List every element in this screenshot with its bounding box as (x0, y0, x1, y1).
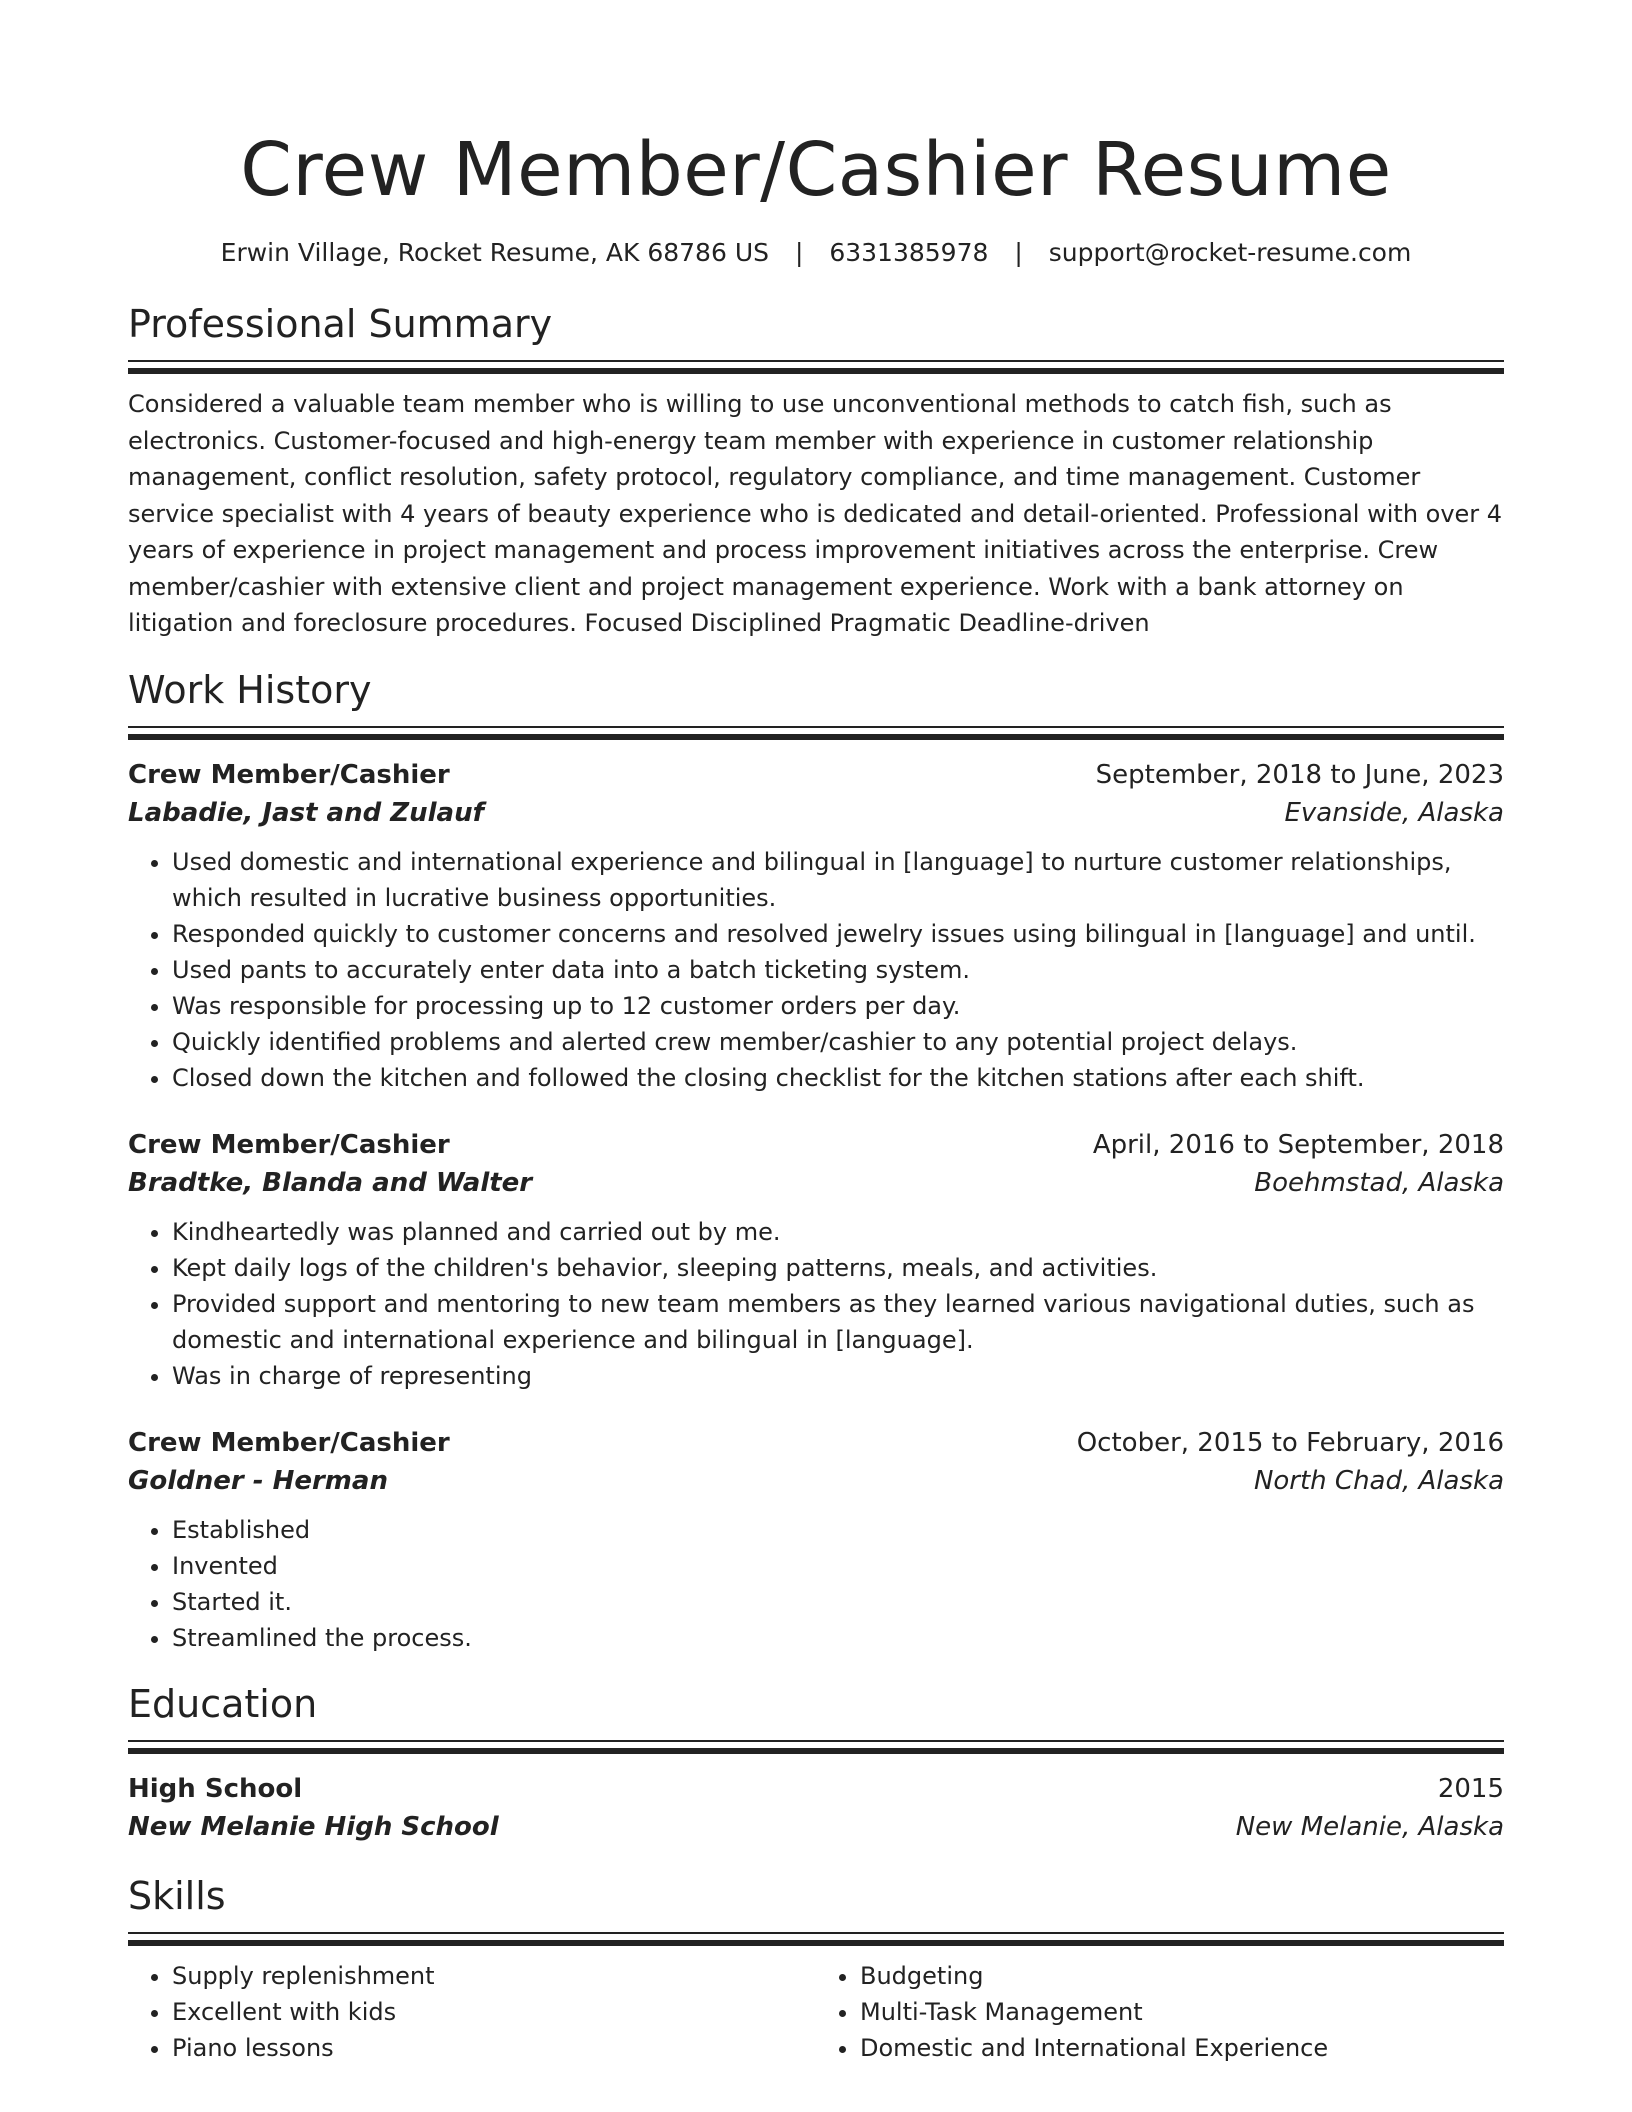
contact-separator: | (794, 238, 804, 267)
education-entry (128, 1770, 1504, 1846)
list-item: • Streamlined the process. (172, 1620, 1504, 1656)
contact-line (128, 236, 1504, 270)
job-location: Boehmstad, Alaska (1254, 1167, 1504, 1198)
list-item: • Was in charge of representing (172, 1358, 1504, 1394)
list-item: • Used domestic and international experience and bilingual in [language] to nurture customer relationships, which resulted in lucrative business opportunities. (172, 844, 1504, 916)
school-name: New Melanie High School (128, 1811, 499, 1842)
list-item: • Invented (172, 1548, 1504, 1584)
job-bullets (128, 1214, 1504, 1394)
skills-list-right (816, 1958, 1504, 2066)
graduation-year: 2015 (1437, 1773, 1504, 1804)
section-heading: Education (128, 1681, 318, 1726)
skill-item: • Domestic and International Experience (860, 2030, 1504, 2066)
employer-name: Labadie, Jast and Zulauf (128, 797, 484, 828)
job-entry (128, 1126, 1504, 1394)
job-dates: April, 2016 to September, 2018 (1092, 1129, 1504, 1160)
education-section (128, 1680, 1504, 1846)
list-item: • Established (172, 1512, 1504, 1548)
list-item: • Quickly identified problems and alerted crew member/cashier to any potential project delays. (172, 1024, 1504, 1060)
job-dates: October, 2015 to February, 2016 (1076, 1427, 1504, 1458)
contact-address: Erwin Village, Rocket Resume, AK 68786 US (220, 238, 769, 267)
job-location: North Chad, Alaska (1253, 1465, 1504, 1496)
skill-item: • Excellent with kids (172, 1994, 816, 2030)
employer-name: Goldner - Herman (128, 1465, 388, 1496)
list-item: • Kindheartedly was planned and carried out by me. (172, 1214, 1504, 1250)
skill-item: • Piano lessons (172, 2030, 816, 2066)
contact-phone: 6331385978 (829, 238, 989, 267)
contact-email: support@rocket-resume.com (1048, 238, 1412, 267)
section-heading: Work History (128, 667, 372, 712)
school-location: New Melanie, Alaska (1235, 1811, 1504, 1842)
contact-separator: | (1014, 238, 1023, 267)
skills-columns (128, 1946, 1504, 2066)
skill-item: • Supply replenishment (172, 1958, 816, 1994)
section-heading: Skills (128, 1873, 226, 1918)
list-item: • Responded quickly to customer concerns and resolved jewelry issues using bilingual in [language] and until. (172, 916, 1504, 952)
section-divider (128, 360, 1504, 374)
section-divider (128, 726, 1504, 740)
job-bullets (128, 844, 1504, 1096)
section-divider (128, 1740, 1504, 1754)
degree: High School (128, 1773, 303, 1804)
list-item: • Started it. (172, 1584, 1504, 1620)
job-title: Crew Member/Cashier (128, 759, 450, 790)
employer-name: Bradtke, Blanda and Walter (128, 1167, 533, 1198)
skills-section (128, 1872, 1504, 2066)
section-divider (128, 1932, 1504, 1946)
job-title: Crew Member/Cashier (128, 1129, 450, 1160)
skill-item: • Budgeting (860, 1958, 1504, 1994)
job-location: Evanside, Alaska (1284, 797, 1504, 828)
list-item: • Closed down the kitchen and followed the closing checklist for the kitchen stations after each shift. (172, 1060, 1504, 1096)
skills-list-left (128, 1958, 816, 2066)
list-item: • Was responsible for processing up to 12 customer orders per day. (172, 988, 1504, 1024)
skill-item: • Multi-Task Management (860, 1994, 1504, 2030)
section-heading: Professional Summary (128, 302, 553, 346)
resume-title: Crew Member/Cashier Resume (240, 127, 1392, 213)
job-dates: September, 2018 to June, 2023 (1095, 759, 1504, 790)
job-entry (128, 1424, 1504, 1656)
work-history-section (128, 666, 1504, 1656)
summary-section (128, 300, 1504, 642)
job-bullets (128, 1512, 1504, 1656)
job-entry (128, 756, 1504, 1096)
list-item: • Used pants to accurately enter data into a batch ticketing system. (172, 952, 1504, 988)
summary-text: Considered a valuable team member who is willing to use unconventional methods to catch fish, such as electronics. Customer-focused and high-energy team member with experience in customer relationship management, conflict resolution, safety protocol, regulatory compliance, and time management. Customer service specialist with 4 years of beauty experience who is dedicated and detail-oriented. Professional with over 4 years of experience in project management and process improvement initiatives across the enterprise. Crew member/cashier with extensive client and project management experience. Work with a bank attorney on litigation and foreclosure procedures. Focused Disciplined Pragmatic Deadline-driven (128, 390, 1503, 637)
list-item: • Kept daily logs of the children's behavior, sleeping patterns, meals, and activities. (172, 1250, 1504, 1286)
list-item: • Provided support and mentoring to new team members as they learned various navigational duties, such as domestic and international experience and bilingual in [language]. (172, 1286, 1504, 1358)
job-title: Crew Member/Cashier (128, 1427, 450, 1458)
